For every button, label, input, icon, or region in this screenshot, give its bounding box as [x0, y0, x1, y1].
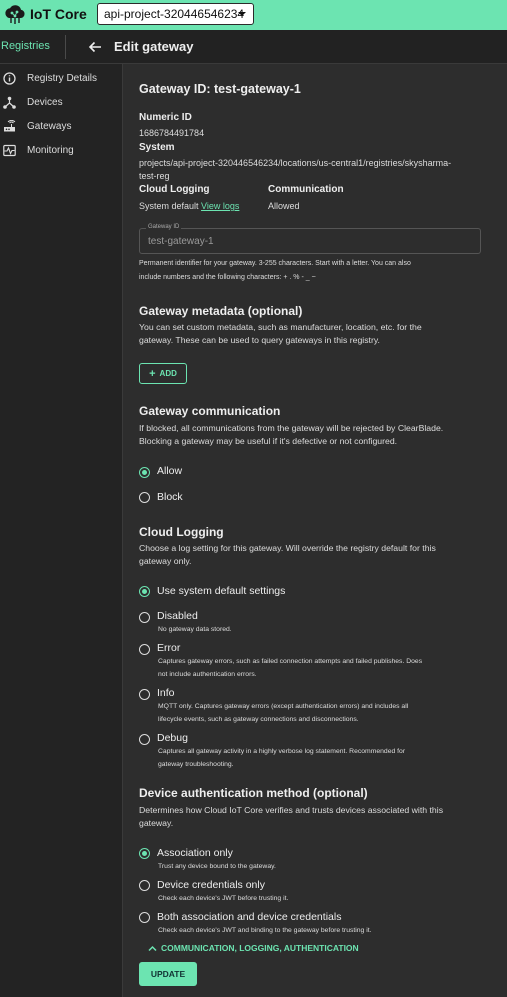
desc-line: gateway.	[139, 818, 174, 828]
system-value-line: test-reg	[139, 171, 170, 181]
cloud-iot-logo-icon	[3, 3, 27, 27]
desc-line: gateway only.	[139, 556, 192, 566]
sidebar-item-label: Gateways	[27, 121, 72, 132]
system-value	[139, 158, 451, 181]
radio-sublabel: No gateway data stored.	[158, 626, 232, 633]
router-icon	[3, 120, 16, 133]
radio-disabled[interactable]	[139, 612, 150, 623]
gateway-id-help	[139, 258, 411, 284]
numeric-id-label: Numeric ID	[139, 112, 192, 123]
collapse-toggle-label: COMMUNICATION, LOGGING, AUTHENTICATION	[161, 943, 359, 953]
back-arrow-icon[interactable]	[87, 39, 103, 55]
cloud-logging-value: System default	[139, 201, 199, 211]
radio-error[interactable]	[139, 644, 150, 655]
desc-line: If blocked, all communications from the gateway will be rejected by ClearBlade.	[139, 423, 444, 433]
system-label: System	[139, 142, 175, 153]
communication-value: Allowed	[268, 201, 300, 211]
desc-line: Determines how Cloud IoT Core verifies and trusts devices associated with this	[139, 805, 444, 815]
radio-label: Disabled	[157, 610, 198, 622]
main-content	[124, 64, 507, 997]
radio-sublabel	[158, 655, 422, 681]
gateway-id-input[interactable]	[148, 236, 468, 247]
metadata-description	[139, 321, 422, 347]
radio-label: Association only	[157, 847, 233, 859]
monitoring-icon	[3, 144, 16, 157]
system-value-line: projects/api-project-320446546234/locations/us-central1/registries/skysharma-	[139, 158, 452, 168]
sidebar-item-monitoring[interactable]	[0, 141, 122, 161]
sidebar-item-registry-details[interactable]	[0, 69, 122, 89]
radio-label: Debug	[157, 732, 188, 744]
app-title: IoT Core	[30, 6, 87, 22]
devices-icon	[3, 96, 16, 109]
radio-info[interactable]	[139, 689, 150, 700]
sidebar-item-label: Monitoring	[27, 145, 74, 156]
communication-description	[139, 422, 443, 448]
communication-heading: Gateway communication	[139, 404, 281, 418]
update-button[interactable]: UPDATE	[139, 962, 197, 986]
sidebar-item-label: Devices	[27, 97, 63, 108]
info-icon	[3, 72, 16, 85]
radio-sublabel	[158, 700, 408, 726]
radio-sublabel: Trust any device bound to the gateway.	[158, 863, 276, 870]
sidebar	[0, 64, 123, 997]
help-line: Permanent identifier for your gateway. 3-255 characters. Start with a letter. You can also	[139, 260, 411, 267]
add-button-label: ADD	[159, 369, 177, 378]
numeric-id-value: 1686784491784	[139, 128, 205, 138]
communication-label: Communication	[268, 184, 344, 195]
radio-sublabel: Check each device's JWT before trusting it.	[158, 895, 289, 902]
divider	[65, 35, 66, 59]
desc-line: gateway. These can be used to query gateways in this registry.	[139, 335, 380, 345]
help-line: include numbers and the following characters: + . % - _ ~	[139, 274, 316, 281]
radio-block[interactable]	[139, 492, 150, 503]
top-bar	[0, 0, 507, 30]
radio-label: Info	[157, 687, 175, 699]
add-metadata-button[interactable]	[139, 363, 187, 384]
gateway-id-legend: Gateway ID	[148, 224, 180, 230]
radio-both-association-and-credentials[interactable]	[139, 912, 150, 923]
auth-description	[139, 804, 443, 830]
desc-line: Choose a log setting for this gateway. Will override the registry default for this	[139, 543, 436, 553]
radio-label: Allow	[157, 465, 183, 477]
radio-association-only[interactable]	[139, 848, 150, 859]
desc-line: You can set custom metadata, such as manufacturer, location, etc. for the	[139, 322, 422, 332]
radio-allow[interactable]	[139, 467, 150, 478]
sub-line: Captures gateway errors, such as failed connection attempts and failed publishes. Does	[158, 658, 423, 665]
chevron-up-icon	[148, 945, 157, 952]
caret-down-icon	[238, 12, 246, 16]
radio-label: Device credentials only	[157, 879, 265, 891]
radio-sublabel: Check each device's JWT and binding to the gateway before trusting it.	[158, 927, 372, 934]
radio-label: Block	[157, 491, 183, 503]
collapse-advanced-toggle[interactable]	[148, 943, 359, 953]
sidebar-item-devices[interactable]	[0, 93, 122, 113]
desc-line: Blocking a gateway may be useful if it's defective or not configured.	[139, 436, 398, 446]
sidebar-item-gateways[interactable]	[0, 117, 122, 137]
plus-icon: +	[149, 367, 156, 380]
registries-link[interactable]: Registries	[1, 40, 50, 52]
radio-device-credentials-only[interactable]	[139, 880, 150, 891]
cloud-logging-label: Cloud Logging	[139, 184, 210, 195]
sidebar-item-label: Registry Details	[27, 73, 98, 84]
page-title: Edit gateway	[114, 39, 194, 54]
sub-line: Captures all gateway activity in a highly verbose log statement. Recommended for	[158, 748, 406, 755]
sub-line: MQTT only. Captures gateway errors (except authentication errors) and includes all	[158, 703, 409, 710]
radio-label: Use system default settings	[157, 585, 286, 597]
project-select-value: api-project-320446546234	[104, 7, 245, 21]
radio-use-system-default[interactable]	[139, 586, 150, 597]
logging-heading: Cloud Logging	[139, 525, 224, 539]
sub-header	[0, 30, 507, 64]
radio-sublabel	[158, 745, 405, 771]
radio-label: Error	[157, 642, 181, 654]
project-select[interactable]	[97, 3, 254, 25]
cloud-logging-value-row	[139, 201, 239, 211]
sub-line: not include authentication errors.	[158, 671, 257, 678]
auth-heading: Device authentication method (optional)	[139, 786, 368, 800]
gateway-id-heading: Gateway ID: test-gateway-1	[139, 82, 301, 96]
metadata-heading: Gateway metadata (optional)	[139, 304, 303, 318]
radio-label: Both association and device credentials	[157, 911, 342, 923]
radio-debug[interactable]	[139, 734, 150, 745]
sub-line: lifecycle events, such as gateway connections and disconnections.	[158, 716, 359, 723]
view-logs-link[interactable]: View logs	[201, 201, 240, 211]
sub-line: gateway troubleshooting.	[158, 761, 234, 768]
logging-description	[139, 542, 436, 568]
